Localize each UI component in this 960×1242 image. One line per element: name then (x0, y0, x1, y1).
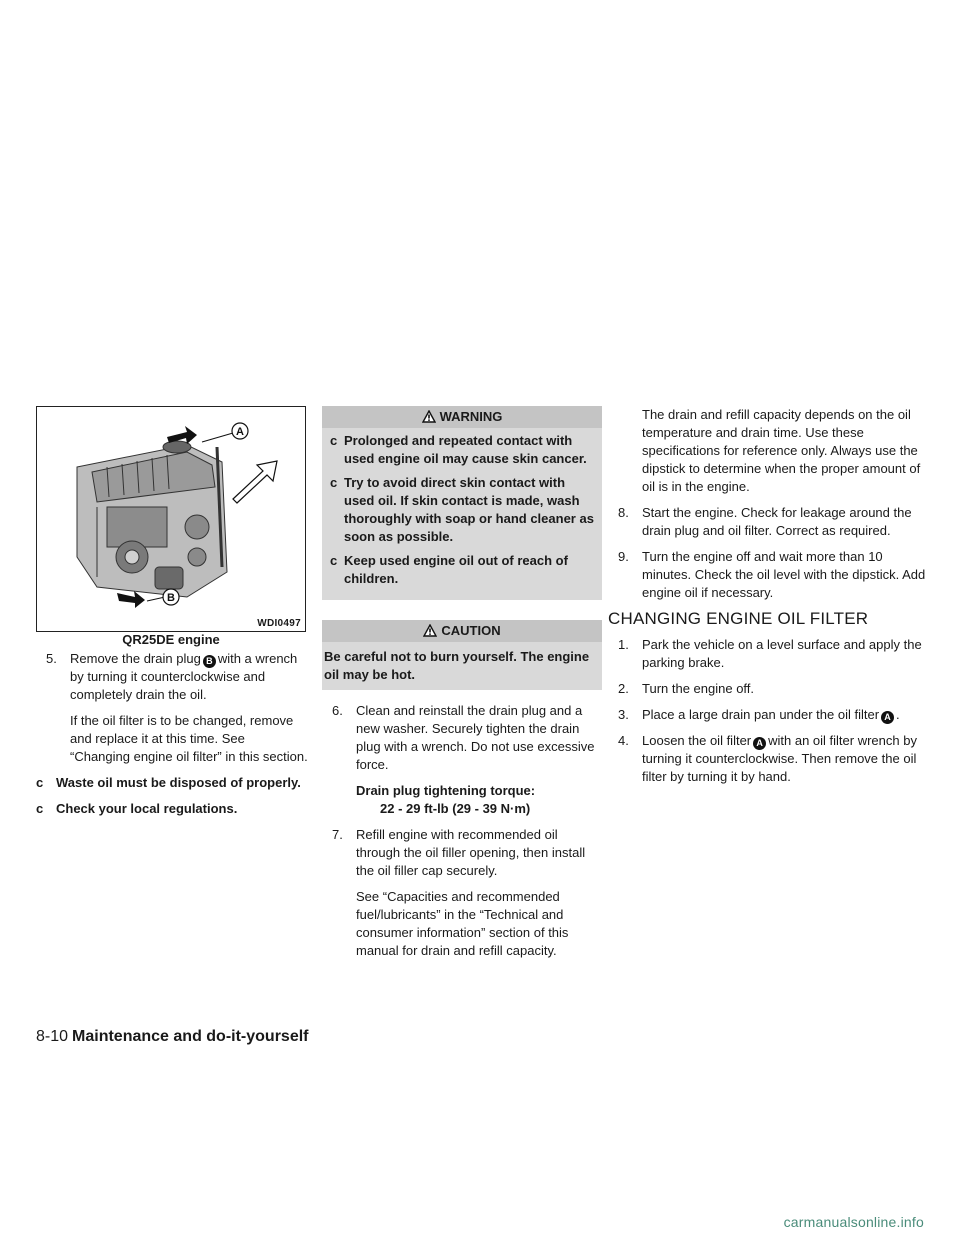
warning-header (322, 406, 602, 428)
bullet-regulations: c Check your local regulations. (36, 801, 238, 816)
bullet-icon: c (330, 475, 338, 490)
column-2 (322, 406, 602, 968)
filter-step-4: 4. Loosen the oil filter A with an oil filter wrench by turning it counterclockwise. Then remove the oil filter by turning it by hand. (618, 733, 917, 784)
step-7: 7. Refill engine with recommended oil through the oil filler opening, then install the oil filler cap securely. (332, 827, 586, 878)
section-title: Maintenance and do-it-yourself (72, 1028, 309, 1045)
caution-box (322, 620, 602, 690)
front-direction-arrow-icon (233, 461, 277, 503)
page-number: 8-10 (36, 1028, 69, 1045)
page-footer (36, 1028, 309, 1046)
callout-a-label: A (236, 426, 244, 438)
watermark-link[interactable]: carmanualsonline.info (783, 1214, 924, 1230)
step-5-note: If the oil filter is to be changed, remove and replace it at this time. See “Changing engine oil filter” in this section. (70, 713, 308, 764)
filter-step-2: 2. Turn the engine off. (618, 681, 755, 696)
warning-triangle-icon (422, 410, 436, 423)
bullet-icon: c (330, 553, 338, 568)
step-6: 6. Clean and reinstall the drain plug and a new washer. Securely tighten the drain plug with a wrench. Do not use excessive force. (332, 703, 595, 772)
torque-label: Drain plug tightening torque: (356, 783, 536, 798)
step-9: 9. Turn the engine off and wait more than 10 minutes. Check the oil level with the dipstick. Add engine oil if necessary. (618, 549, 926, 600)
column-1 (36, 650, 308, 826)
filter-step-3: 3. Place a large drain pan under the oil filter A . (618, 707, 900, 722)
ref-a-icon: A (753, 737, 766, 750)
ref-a-icon: A (881, 711, 894, 724)
caution-title: CAUTION (441, 623, 501, 638)
warning-item: c Try to avoid direct skin contact with used oil. If skin contact is made, wash thoroughly with soap or hand cleaner as soon as possible. (330, 475, 594, 544)
figure-code: WDI0497 (257, 618, 301, 629)
bullet-icon: c (36, 801, 44, 816)
capacity-note: The drain and refill capacity depends on the oil temperature and drain time. Use these specifications for reference only. Always use the dipstick to determine when the proper amount of oil is in the engine. (642, 407, 921, 494)
warning-item: c Keep used engine oil out of reach of children. (330, 553, 568, 586)
step-7-note: See “Capacities and recommended fuel/lubricants” in the “Technical and consumer information” section of this manual for drain and refill capacity. (356, 889, 569, 958)
arrow-b-icon (117, 591, 145, 608)
bullet-icon: c (36, 775, 44, 790)
caution-triangle-icon (423, 624, 437, 637)
warning-item: c Prolonged and repeated contact with used engine oil may cause skin cancer. (330, 433, 587, 466)
bullet-waste-oil: c Waste oil must be disposed of properly. (36, 775, 301, 790)
step-8: 8. Start the engine. Check for leakage around the drain plug and oil filter. Correct as required. (618, 505, 912, 538)
warning-title: WARNING (439, 409, 503, 424)
filter-step-1: 1. Park the vehicle on a level surface and apply the parking brake. (618, 637, 922, 670)
caution-header (322, 620, 602, 642)
warning-box (322, 406, 602, 600)
torque-value: 22 - 29 ft-lb (29 - 39 N·m) (380, 801, 531, 816)
ref-b-icon: B (203, 655, 216, 668)
figure-caption: QR25DE engine (122, 632, 220, 647)
step-5: 5. Remove the drain plug B with a wrench by turning it counterclockwise and completely drain the oil. (46, 651, 298, 702)
section-heading: CHANGING ENGINE OIL FILTER (608, 609, 869, 628)
torque-spec (322, 782, 602, 818)
engine-illustration (37, 407, 305, 631)
column-3 (608, 406, 928, 794)
engine-figure (36, 406, 306, 632)
caution-text: Be careful not to burn yourself. The engine oil may be hot. (324, 649, 590, 682)
bullet-icon: c (330, 433, 338, 448)
callout-b-label: B (167, 592, 175, 604)
